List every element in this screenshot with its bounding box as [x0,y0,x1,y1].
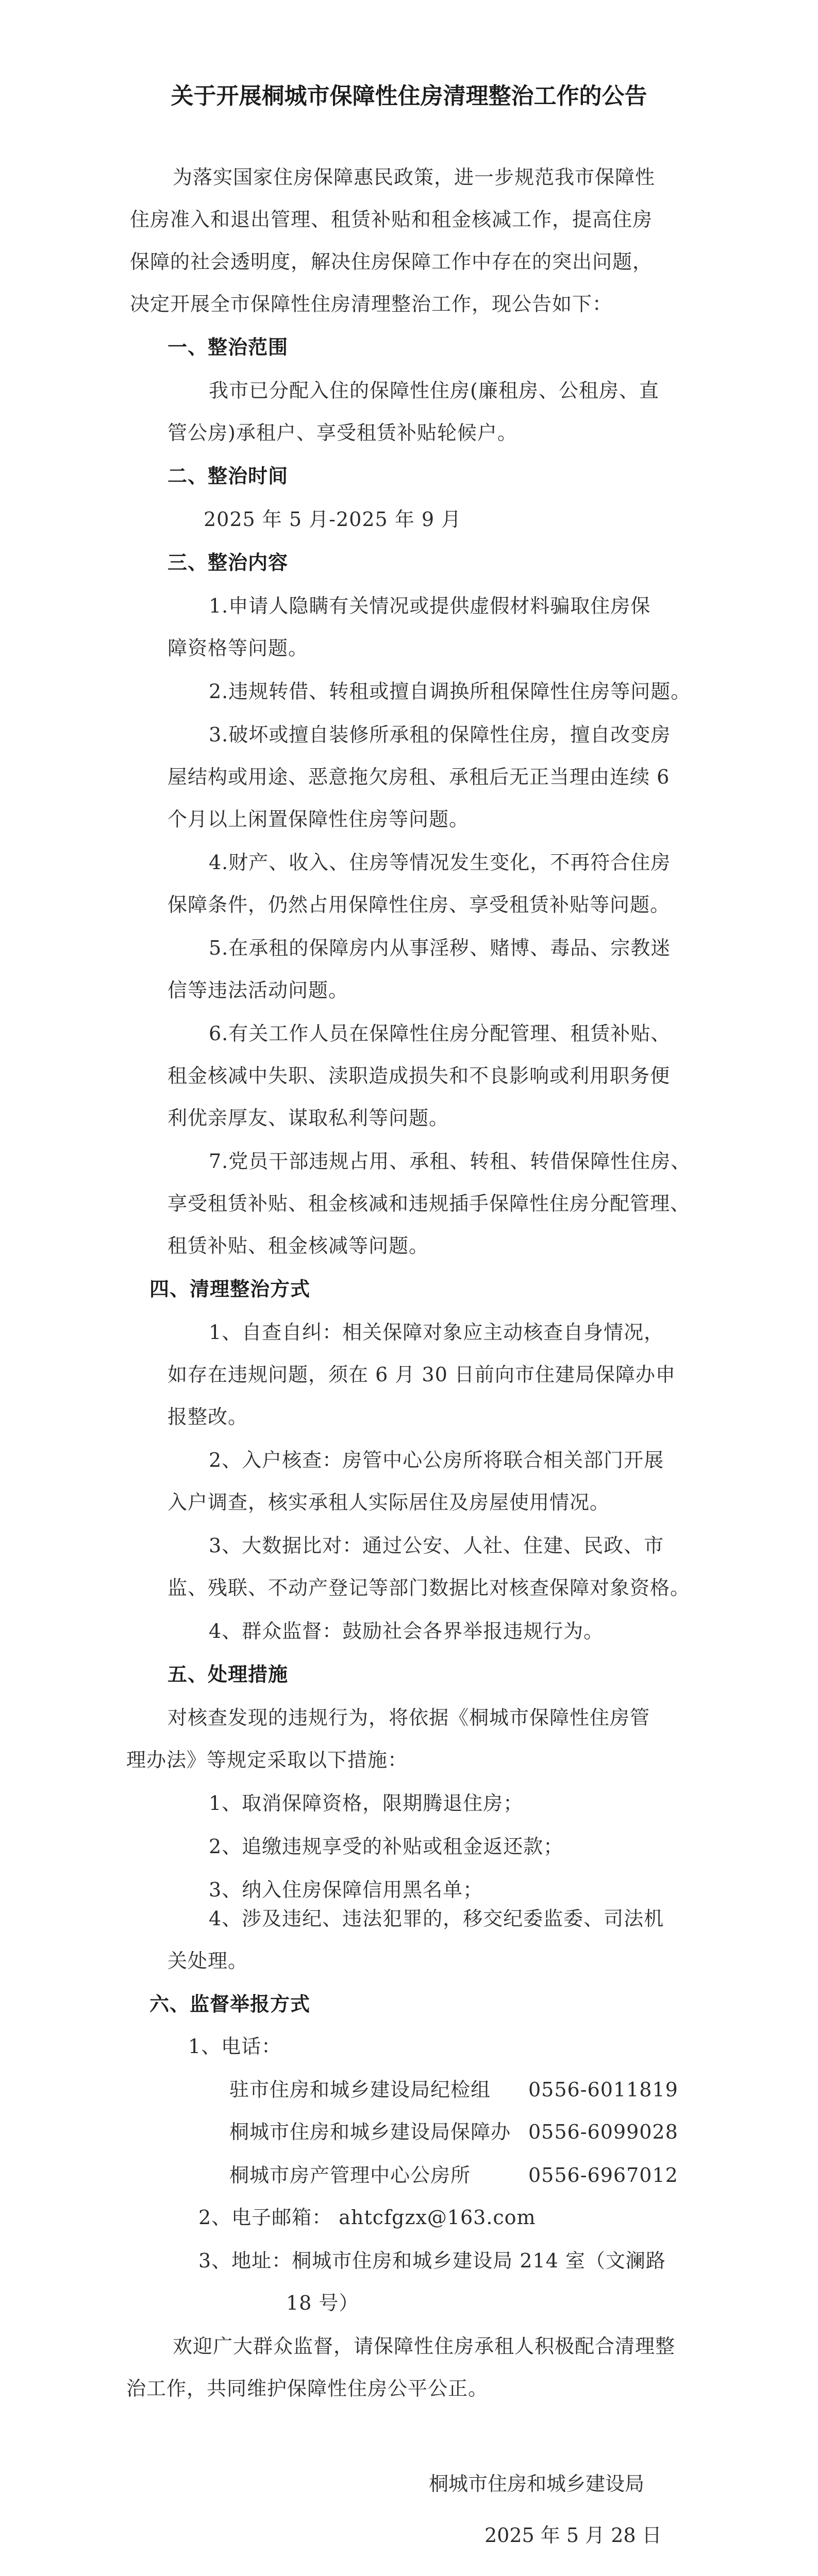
phone-label: 1、电话： [188,2035,282,2058]
item-line: 2、入户核查：房管中心公房所将联合相关部门开展 [209,1449,664,1471]
measure-line: 关处理。 [168,1950,248,1972]
contact-row [229,2162,678,2189]
section-line: 理办法》等规定采取以下措施： [126,1749,408,1771]
item-line: 享受租赁补贴、租金核减和违规插手保障性住房分配管理、 [168,1192,691,1215]
item-line: 7.党员干部违规占用、承租、转租、转借保障性住房、 [209,1150,691,1173]
signature-date: 2025 年 5 月 28 日 [485,2524,662,2547]
closing-line: 欢迎广大群众监督，请保障性住房承租人积极配合清理整 [173,2335,676,2358]
contact-phone[interactable]: 0556-6011819 [528,2078,678,2101]
closing-line: 治工作，共同维护保障性住房公平公正。 [126,2377,489,2400]
section-line: 对核查发现的违规行为，将依据《桐城市保障性住房管 [168,1706,650,1729]
item-line: 6.有关工作人员在保障性住房分配管理、租赁补贴、 [209,1022,671,1045]
section-line: 2025 年 5 月-2025 年 9 月 [204,508,462,531]
item-line: 3.破坏或擅自装修所承租的保障性住房，擅自改变房 [209,723,671,746]
item-line: 屋结构或用途、恶意拖欠房租、承租后无正当理由连续 6 [168,766,670,788]
item-line: 2.违规转借、转租或擅自调换所租保障性住房等问题。 [209,680,691,703]
item-line: 4、群众监督：鼓励社会各界举报违规行为。 [209,1620,604,1642]
contact-org: 驻市住房和城乡建设局纪检组 [229,2078,491,2101]
section-heading: 四、清理整治方式 [149,1277,311,1300]
item-line: 租金核减中失职、渎职造成损失和不良影响或利用职务便 [168,1064,671,1087]
intro-line: 为落实国家住房保障惠民政策，进一步规范我市保障性 [173,166,656,189]
item-line: 如存在违规问题，须在 6 月 30 日前向市住建局保障办申 [168,1363,676,1386]
section-line: 管公房)承租户、享受租赁补贴轮候户。 [168,421,517,444]
intro-line: 住房准入和退出管理、租赁补贴和租金核减工作，提高住房 [130,208,653,231]
contact-phone[interactable]: 0556-6099028 [528,2121,678,2143]
section-heading: 一、整治范围 [168,335,289,359]
item-line: 5.在承租的保障房内从事淫秽、赌博、毒品、宗教迷 [209,937,671,959]
signature-org: 桐城市住房和城乡建设局 [429,2472,645,2495]
measure-line: 3、纳入住房保障信用黑名单； [209,1878,483,1901]
contact-org: 桐城市房产管理中心公房所 [229,2164,471,2187]
item-line: 个月以上闲置保障性住房等问题。 [168,808,470,831]
item-line: 入户调查，核实承租人实际居住及房屋使用情况。 [168,1491,610,1514]
item-line: 监、残联、不动产登记等部门数据比对核查保障对象资格。 [168,1577,691,1599]
item-line: 保障条件，仍然占用保障性住房、享受租赁补贴等问题。 [168,893,671,916]
email-line[interactable]: 2、电子邮箱： ahtcfgzx@163.com [198,2206,536,2229]
intro-line: 决定开展全市保障性住房清理整治工作，现公告如下： [130,293,613,315]
item-line: 4.财产、收入、住房等情况发生变化，不再符合住房 [209,851,671,874]
item-line: 3、大数据比对：通过公安、人社、住建、民政、市 [209,1534,664,1557]
item-line: 信等违法活动问题。 [168,979,349,1002]
item-line: 报整改。 [168,1405,248,1428]
contact-row [229,2076,678,2103]
measure-line: 4、涉及违纪、违法犯罪的，移交纪委监委、司法机 [209,1907,664,1930]
item-line: 利优亲厚友、谋取私利等问题。 [168,1107,449,1129]
address-line: 18 号） [286,2292,359,2314]
section-line: 我市已分配入住的保障性住房(廉租房、公租房、直 [209,379,659,402]
section-heading: 三、整治内容 [168,551,289,574]
measure-line: 1、取消保障资格，限期腾退住房； [209,1792,524,1815]
item-line: 障资格等问题。 [168,637,309,659]
measure-line: 2、追缴违规享受的补贴或租金返还款； [209,1835,564,1858]
contact-phone[interactable]: 0556-6967012 [528,2164,678,2187]
item-line: 1.申请人隐瞒有关情况或提供虚假材料骗取住房保 [209,595,651,617]
item-line: 1、自查自纠：相关保障对象应主动核查自身情况， [209,1321,664,1344]
page-title: 关于开展桐城市保障性住房清理整治工作的公告 [171,83,647,109]
intro-line: 保障的社会透明度，解决住房保障工作中存在的突出问题， [130,250,653,273]
section-heading: 五、处理措施 [168,1663,289,1686]
contact-row [229,2119,678,2145]
address-line: 3、地址：桐城市住房和城乡建设局 214 室（文澜路 [198,2249,666,2272]
contact-org: 桐城市住房和城乡建设局保障办 [229,2121,511,2143]
section-heading: 六、监督举报方式 [149,1992,311,2015]
section-heading: 二、整治时间 [168,464,289,487]
item-line: 租赁补贴、租金核减等问题。 [168,1234,429,1257]
